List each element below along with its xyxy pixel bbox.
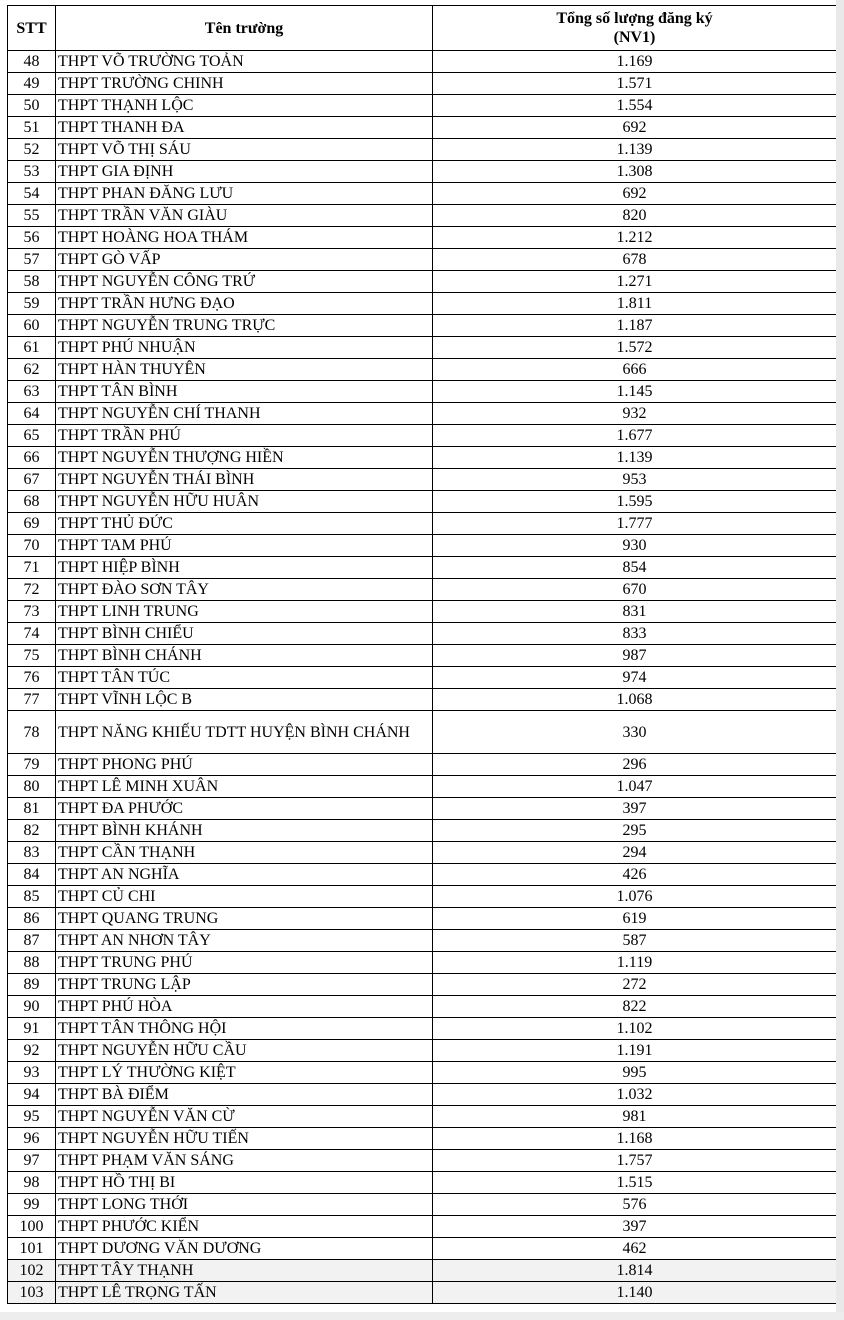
row-total: 587 [433,930,837,952]
row-stt: 48 [8,51,56,73]
row-stt: 100 [8,1216,56,1238]
row-total: 330 [433,711,837,754]
row-school-name: THPT THẠNH LỘC [56,95,433,117]
table-row [8,1018,837,1040]
row-stt: 92 [8,1040,56,1062]
row-school-name: THPT LÊ MINH XUÂN [56,776,433,798]
row-stt: 81 [8,798,56,820]
row-school-name: THPT NGUYỄN CÔNG TRỨ [56,271,433,293]
header-total-line1: Tổng số lượng đăng ký [556,10,713,27]
row-total: 1.595 [433,491,837,513]
row-stt: 98 [8,1172,56,1194]
table-row [8,293,837,315]
table-row [8,469,837,491]
row-total: 995 [433,1062,837,1084]
row-stt: 64 [8,403,56,425]
row-total: 1.515 [433,1172,837,1194]
table-row [8,139,837,161]
row-total: 692 [433,183,837,205]
row-total: 987 [433,645,837,667]
table-row [8,557,837,579]
row-stt: 89 [8,974,56,996]
row-school-name: THPT TRUNG LẬP [56,974,433,996]
row-total: 1.212 [433,227,837,249]
row-school-name: THPT TRUNG PHÚ [56,952,433,974]
row-total: 974 [433,667,837,689]
row-total: 1.032 [433,1084,837,1106]
row-total: 1.119 [433,952,837,974]
row-stt: 68 [8,491,56,513]
row-stt: 62 [8,359,56,381]
row-school-name: THPT NGUYỄN HỮU CẦU [56,1040,433,1062]
table-row [8,1194,837,1216]
row-school-name: THPT NGUYỄN TRUNG TRỰC [56,315,433,337]
row-stt: 61 [8,337,56,359]
row-stt: 65 [8,425,56,447]
row-school-name: THPT THỦ ĐỨC [56,513,433,535]
row-stt: 74 [8,623,56,645]
row-school-name: THPT TÂN THÔNG HỘI [56,1018,433,1040]
row-stt: 55 [8,205,56,227]
row-total: 670 [433,579,837,601]
table-row [8,117,837,139]
row-total: 1.145 [433,381,837,403]
table-row [8,820,837,842]
row-total: 1.139 [433,139,837,161]
table-row [8,249,837,271]
table-row [8,952,837,974]
table-row [8,711,837,754]
row-stt: 71 [8,557,56,579]
row-stt: 56 [8,227,56,249]
row-school-name: THPT VĨNH LỘC B [56,689,433,711]
table-row [8,754,837,776]
table-row [8,271,837,293]
header-school-name: Tên trường [56,6,433,51]
table-row [8,645,837,667]
table-row [8,864,837,886]
row-stt: 86 [8,908,56,930]
row-total: 1.139 [433,447,837,469]
table-row [8,73,837,95]
table-row [8,930,837,952]
row-stt: 103 [8,1282,56,1304]
row-stt: 95 [8,1106,56,1128]
row-stt: 59 [8,293,56,315]
row-school-name: THPT LÊ TRỌNG TẤN [56,1282,433,1304]
row-school-name: THPT NGUYỄN HỮU TIẾN [56,1128,433,1150]
table-row [8,842,837,864]
row-school-name: THPT HỒ THỊ BI [56,1172,433,1194]
row-stt: 102 [8,1260,56,1282]
row-school-name: THPT PHÚ HÒA [56,996,433,1018]
row-stt: 50 [8,95,56,117]
table-row [8,1040,837,1062]
table-row [8,227,837,249]
table-header [8,6,837,51]
row-stt: 101 [8,1238,56,1260]
row-stt: 99 [8,1194,56,1216]
row-total: 397 [433,798,837,820]
row-total: 981 [433,1106,837,1128]
row-total: 294 [433,842,837,864]
row-stt: 78 [8,711,56,754]
row-school-name: THPT QUANG TRUNG [56,908,433,930]
row-total: 1.814 [433,1260,837,1282]
row-stt: 49 [8,73,56,95]
row-stt: 58 [8,271,56,293]
row-total: 1.047 [433,776,837,798]
row-school-name: THPT NGUYỄN CHÍ THANH [56,403,433,425]
row-total: 296 [433,754,837,776]
row-school-name: THPT BÌNH CHÁNH [56,645,433,667]
table-row [8,1150,837,1172]
row-stt: 76 [8,667,56,689]
table-row [8,1172,837,1194]
row-stt: 60 [8,315,56,337]
table-row [8,776,837,798]
row-total: 1.191 [433,1040,837,1062]
table-row [8,447,837,469]
row-stt: 52 [8,139,56,161]
row-stt: 77 [8,689,56,711]
row-school-name: THPT TÂN BÌNH [56,381,433,403]
table-row [8,51,837,73]
row-school-name: THPT GIA ĐỊNH [56,161,433,183]
row-total: 1.811 [433,293,837,315]
table-row [8,403,837,425]
row-stt: 83 [8,842,56,864]
row-school-name: THPT AN NGHĨA [56,864,433,886]
row-total: 1.102 [433,1018,837,1040]
row-total: 822 [433,996,837,1018]
row-school-name: THPT PHƯỚC KIỂN [56,1216,433,1238]
table-row [8,1106,837,1128]
row-school-name: THPT BÀ ĐIỂM [56,1084,433,1106]
table-row [8,315,837,337]
row-total: 1.169 [433,51,837,73]
row-stt: 69 [8,513,56,535]
row-school-name: THPT THANH ĐA [56,117,433,139]
row-total: 619 [433,908,837,930]
table-row [8,1128,837,1150]
row-total: 1.187 [433,315,837,337]
row-total: 1.076 [433,886,837,908]
row-stt: 53 [8,161,56,183]
row-total: 854 [433,557,837,579]
row-total: 1.271 [433,271,837,293]
row-school-name: THPT VÕ TRƯỜNG TOẢN [56,51,433,73]
table-row [8,535,837,557]
table-row [8,623,837,645]
row-school-name: THPT LONG THỚI [56,1194,433,1216]
row-stt: 91 [8,1018,56,1040]
row-total: 1.068 [433,689,837,711]
table-row [8,1282,837,1304]
table-row [8,183,837,205]
row-school-name: THPT NGUYỄN HỮU HUÂN [56,491,433,513]
table-body [8,51,837,1304]
row-total: 1.554 [433,95,837,117]
row-stt: 54 [8,183,56,205]
row-stt: 90 [8,996,56,1018]
row-school-name: THPT LINH TRUNG [56,601,433,623]
table-row [8,996,837,1018]
row-stt: 67 [8,469,56,491]
row-school-name: THPT DƯƠNG VĂN DƯƠNG [56,1238,433,1260]
table-row [8,491,837,513]
row-school-name: THPT NĂNG KHIẾU TDTT HUYỆN BÌNH CHÁNH [56,711,433,754]
row-school-name: THPT PHÚ NHUẬN [56,337,433,359]
row-total: 1.677 [433,425,837,447]
row-stt: 87 [8,930,56,952]
row-school-name: THPT CỦ CHI [56,886,433,908]
row-total: 831 [433,601,837,623]
table-row [8,161,837,183]
table-row [8,689,837,711]
row-stt: 97 [8,1150,56,1172]
table-row [8,1238,837,1260]
table-row [8,337,837,359]
row-stt: 63 [8,381,56,403]
row-total: 1.572 [433,337,837,359]
row-stt: 72 [8,579,56,601]
table-row [8,381,837,403]
row-total: 1.140 [433,1282,837,1304]
row-school-name: THPT ĐA PHƯỚC [56,798,433,820]
row-stt: 57 [8,249,56,271]
header-total-line2: (NV1) [613,29,656,46]
row-stt: 73 [8,601,56,623]
row-stt: 82 [8,820,56,842]
row-total: 666 [433,359,837,381]
row-total: 820 [433,205,837,227]
table-row [8,1260,837,1282]
table-row [8,667,837,689]
row-school-name: THPT ĐÀO SƠN TÂY [56,579,433,601]
row-total: 1.757 [433,1150,837,1172]
row-stt: 66 [8,447,56,469]
row-stt: 84 [8,864,56,886]
row-stt: 70 [8,535,56,557]
row-school-name: THPT TÂY THẠNH [56,1260,433,1282]
table-row [8,95,837,117]
row-stt: 93 [8,1062,56,1084]
row-school-name: THPT BÌNH KHÁNH [56,820,433,842]
row-school-name: THPT TRẦN VĂN GIÀU [56,205,433,227]
row-school-name: THPT VÕ THỊ SÁU [56,139,433,161]
row-school-name: THPT HOÀNG HOA THÁM [56,227,433,249]
table-row [8,579,837,601]
registration-table [7,5,837,1304]
row-school-name: THPT BÌNH CHIỂU [56,623,433,645]
row-stt: 88 [8,952,56,974]
table-row [8,886,837,908]
row-school-name: THPT HIỆP BÌNH [56,557,433,579]
row-stt: 94 [8,1084,56,1106]
row-total: 678 [433,249,837,271]
row-school-name: THPT TRẦN PHÚ [56,425,433,447]
table-row [8,908,837,930]
table-row [8,513,837,535]
table-row [8,425,837,447]
row-stt: 80 [8,776,56,798]
header-row [8,6,837,51]
row-total: 930 [433,535,837,557]
row-total: 1.777 [433,513,837,535]
row-stt: 85 [8,886,56,908]
row-total: 426 [433,864,837,886]
row-total: 295 [433,820,837,842]
table-row [8,601,837,623]
page-edge-shadow-right [836,0,844,1320]
row-total: 272 [433,974,837,996]
row-school-name: THPT PHONG PHÚ [56,754,433,776]
row-school-name: THPT TRẦN HƯNG ĐẠO [56,293,433,315]
row-total: 576 [433,1194,837,1216]
table-row [8,1216,837,1238]
row-total: 462 [433,1238,837,1260]
table-row [8,974,837,996]
row-total: 1.571 [433,73,837,95]
row-stt: 75 [8,645,56,667]
row-stt: 51 [8,117,56,139]
row-total: 1.168 [433,1128,837,1150]
table-row [8,1062,837,1084]
row-total: 692 [433,117,837,139]
row-school-name: THPT GÒ VẤP [56,249,433,271]
row-school-name: THPT NGUYỄN THÁI BÌNH [56,469,433,491]
row-school-name: THPT TAM PHÚ [56,535,433,557]
row-stt: 79 [8,754,56,776]
row-total: 953 [433,469,837,491]
row-total: 932 [433,403,837,425]
table-row [8,359,837,381]
row-stt: 96 [8,1128,56,1150]
table-row [8,798,837,820]
row-school-name: THPT HÀN THUYÊN [56,359,433,381]
header-total-registrations [433,6,837,51]
row-school-name: THPT LÝ THƯỜNG KIỆT [56,1062,433,1084]
table-row [8,1084,837,1106]
row-school-name: THPT AN NHƠN TÂY [56,930,433,952]
header-stt: STT [8,6,56,51]
row-total: 833 [433,623,837,645]
row-total: 1.308 [433,161,837,183]
page-edge-shadow-bottom [0,1312,844,1320]
row-total: 397 [433,1216,837,1238]
row-school-name: THPT NGUYỄN VĂN CỪ [56,1106,433,1128]
row-school-name: THPT CẦN THẠNH [56,842,433,864]
row-school-name: THPT NGUYỄN THƯỢNG HIỀN [56,447,433,469]
row-school-name: THPT TRƯỜNG CHINH [56,73,433,95]
row-school-name: THPT TÂN TÚC [56,667,433,689]
row-school-name: THPT PHAN ĐĂNG LƯU [56,183,433,205]
row-school-name: THPT PHẠM VĂN SÁNG [56,1150,433,1172]
table-row [8,205,837,227]
